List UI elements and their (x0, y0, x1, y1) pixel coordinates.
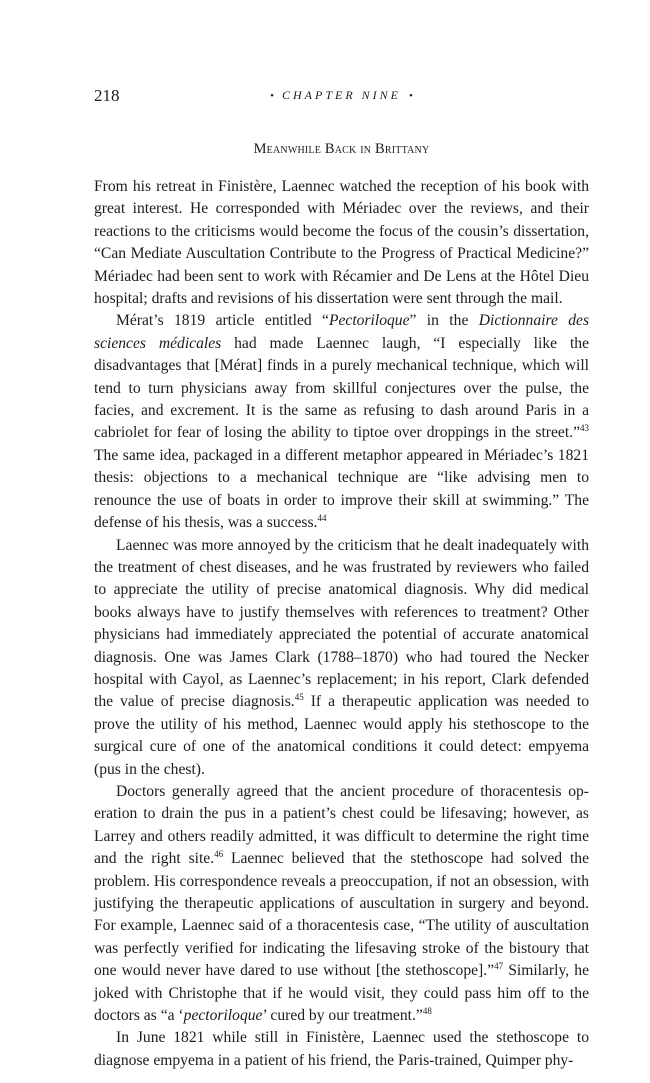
paragraph (94, 1027, 589, 1072)
page-header (94, 86, 589, 110)
paragraph (94, 176, 589, 310)
footnote-ref: 44 (317, 512, 327, 523)
paragraph (94, 781, 589, 1027)
text-run: had made Laennec laugh, “I especially like the disadvantages that [Mérat] finds in a purely mechanical technique, which will tend to turn physicians away from skillful conjectures over the pulse, the facies, and excrement. It is the same as refusing to dash around Paris in a cabriolet for fear of losing the ability to tiptoe over droppings in the street.” (94, 334, 589, 442)
footnote-ref: 47 (494, 961, 504, 972)
running-head-text: CHAPTER NINE (282, 88, 401, 102)
page-number: 218 (94, 86, 120, 105)
text-run: From his retreat in Finistère, Laennec watched the reception of his book with great interest. He corresponded with Mériadec over the reviews, and their reactions to the criticisms would become the focus of the cousin’s dissertation, “Can Mediate Auscultation Contribute to the Progress of Practical Medicine?” Mériadec had been sent to work with Récamier and De Lens at the Hôtel Dieu hospital; drafts and revisions of his dissertation were sent through the mail. (94, 178, 589, 308)
paragraph (94, 535, 589, 781)
bullet-right-icon: • (409, 90, 413, 102)
text-run: Similarly, he joked with Christophe that if he would visit, they could pass him off to the doctors as “a ‘ (94, 962, 589, 1025)
text-run: Laennec was more annoyed by the criticism that he dealt inadequately with the treatment of chest diseases, and he was frustrated by reviewers who failed to appreciate the utility of precise anatomical diagnosis. Why did medical books always have to justify themselves with references to treatment? Other physicians had immediately appreciated the potential of accurate anatomical diagnosis. One was James Clark (1788–1870) who had toured the Necker hospital with Cayol, as Laennec’s replacement; in his report, Clark defended the value of precise diagnosis. (94, 536, 589, 711)
footnote-ref: 45 (294, 692, 304, 703)
text-run: In June 1821 while still in Finistère, Laennec used the stethoscope to diagnose empyema in a patient of his friend, the Paris-trained, Quimper phy- (94, 1029, 589, 1069)
text-run: If a therapeutic application was needed to prove the utility of his method, Laennec would apply his stethoscope to the surgical cure of one of the anatomical conditions it could detect: empyema (pus in the chest). (94, 693, 589, 778)
italic-title: Pectoriloque (328, 312, 410, 330)
footnote-ref: 43 (580, 423, 589, 434)
body-text (94, 176, 589, 1072)
text-run: ” in the (409, 312, 479, 330)
running-head (94, 88, 589, 103)
footnote-ref: 46 (214, 849, 224, 859)
italic-title: Dictionnaire des sciences médicales (94, 312, 590, 352)
bullet-left-icon: • (270, 90, 274, 102)
text-run: Laennec believed that the stethoscope had solved the problem. His correspondence reveals a preoccupation, if not an obsession, with justifying the therapeutic applications of auscultation in surgery and beyond. For example, Laennec said of a thoracentesis case, “The utility of auscultation was perfectly verified for indicating the lifesaving stroke of the bistoury that one would never have dared to use without [the stethoscope].” (94, 850, 590, 980)
paragraph (94, 310, 589, 534)
text-run: The same idea, packaged in a different metaphor appeared in Mériadec’s 1821 thesis: objections to a mechanical technique are “like advising men to renounce the use of boats in order to improve their skill at swimming.” The defense of his thesis, was a success. (94, 446, 589, 532)
text-run: Mérat’s 1819 article entitled “ (116, 312, 329, 330)
footnote-ref: 48 (422, 1005, 432, 1016)
text-run: ’ cured by our treatment.” (262, 1007, 423, 1025)
italic-title: pectoriloque (183, 1007, 263, 1025)
text-run: Doctors generally agreed that the ancient procedure of thoracentesis operation to drain the pus in a patient’s chest could be lifesaving; however, as Larrey and others readily admitted, it was difficult to determine the right time and the right site. (94, 782, 589, 868)
section-title: Meanwhile Back in Brittany (253, 141, 430, 157)
